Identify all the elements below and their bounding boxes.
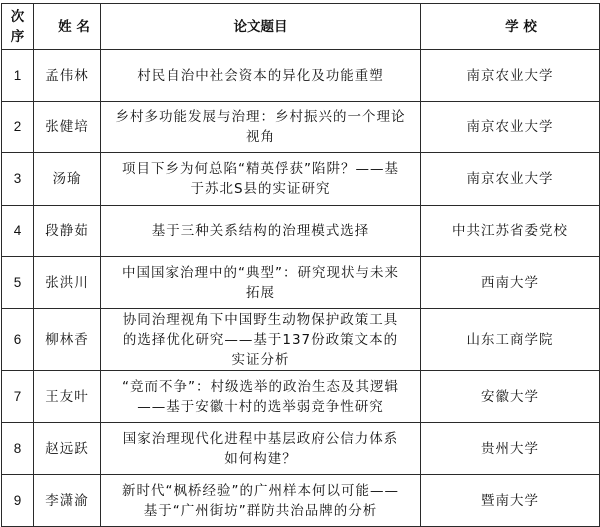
paper-title xyxy=(101,371,421,423)
author-name: 张洪川 xyxy=(34,257,101,309)
paper-title-line: 于苏北S县的实证研究 xyxy=(190,181,331,197)
row-index: 5 xyxy=(2,257,34,309)
paper-title-line: 实证分析 xyxy=(231,351,290,368)
school-name: 南京农业大学 xyxy=(421,50,600,102)
author-name: 赵远跃 xyxy=(34,423,101,475)
paper-title xyxy=(101,309,421,371)
header-title: 论文题目 xyxy=(101,4,421,50)
header-school: 学 校 xyxy=(421,4,600,50)
author-name: 段静茹 xyxy=(34,206,101,257)
paper-title-line: 基于三种关系结构的治理模式选择 xyxy=(151,223,370,239)
table-row xyxy=(2,153,600,206)
row-index: 3 xyxy=(2,153,34,206)
paper-title-line: “竞而不争”：村级选举的政治生态及其逻辑 xyxy=(122,378,399,395)
paper-title-line: 的选择优化研究——基于137份政策文本的 xyxy=(122,331,399,348)
author-name: 王友叶 xyxy=(34,371,101,423)
table-row xyxy=(2,257,600,309)
author-name: 孟伟林 xyxy=(34,50,101,102)
table-row xyxy=(2,102,600,153)
paper-title xyxy=(101,102,421,153)
school-name: 暨南大学 xyxy=(421,475,600,527)
table-body xyxy=(2,50,600,527)
author-name: 柳林香 xyxy=(34,309,101,371)
paper-title-line: 中国国家治理中的“典型”：研究现状与未来 xyxy=(122,264,399,281)
school-name: 中共江苏省委党校 xyxy=(421,206,600,257)
school-name: 安徽大学 xyxy=(421,371,600,423)
paper-title xyxy=(101,475,421,527)
paper-title-line: 基于“广州街坊”群防共治品牌的分析 xyxy=(143,502,378,519)
school-name: 南京农业大学 xyxy=(421,102,600,153)
row-index: 8 xyxy=(2,423,34,475)
paper-title-line: 村民自治中社会资本的异化及功能重塑 xyxy=(137,67,384,84)
table-row xyxy=(2,50,600,102)
paper-title xyxy=(101,153,421,206)
row-index: 2 xyxy=(2,102,34,153)
table-row xyxy=(2,475,600,527)
row-index: 9 xyxy=(2,475,34,527)
table-row xyxy=(2,206,600,257)
paper-title-line: ——基于安徽十村的选举弱竞争性研究 xyxy=(137,398,384,415)
paper-title-line: 如何构建？ xyxy=(224,450,297,467)
author-name: 李潇渝 xyxy=(34,475,101,527)
header-index: 次序 xyxy=(2,4,34,50)
school-name: 西南大学 xyxy=(421,257,600,309)
paper-title xyxy=(101,50,421,102)
paper-title-line: 新时代“枫桥经验”的广州样本何以可能—— xyxy=(122,482,399,499)
table-row xyxy=(2,423,600,475)
paper-title-line: 项目下乡为何总陷“精英俘获”陷阱？——基 xyxy=(122,161,399,177)
table-row xyxy=(2,371,600,423)
header-name: 姓 名 xyxy=(34,4,101,50)
paper-title xyxy=(101,206,421,257)
row-index: 1 xyxy=(2,50,34,102)
row-index: 4 xyxy=(2,206,34,257)
author-name: 张健培 xyxy=(34,102,101,153)
row-index: 7 xyxy=(2,371,34,423)
school-name: 山东工商学院 xyxy=(421,309,600,371)
paper-title xyxy=(101,257,421,309)
paper-title-line: 拓展 xyxy=(246,284,275,301)
author-name: 汤瑜 xyxy=(34,153,101,206)
paper-title-line: 协同治理视角下中国野生动物保护政策工具 xyxy=(122,311,399,328)
header-row xyxy=(2,4,600,50)
row-index: 6 xyxy=(2,309,34,371)
school-name: 贵州大学 xyxy=(421,423,600,475)
paper-title-line: 乡村多功能发展与治理：乡村振兴的一个理论 xyxy=(115,109,406,125)
paper-title-line: 国家治理现代化进程中基层政府公信力体系 xyxy=(122,430,399,447)
paper-title xyxy=(101,423,421,475)
paper-title-line: 视角 xyxy=(246,129,275,145)
school-name: 南京农业大学 xyxy=(421,153,600,206)
table-row xyxy=(2,309,600,371)
award-table xyxy=(1,3,600,527)
